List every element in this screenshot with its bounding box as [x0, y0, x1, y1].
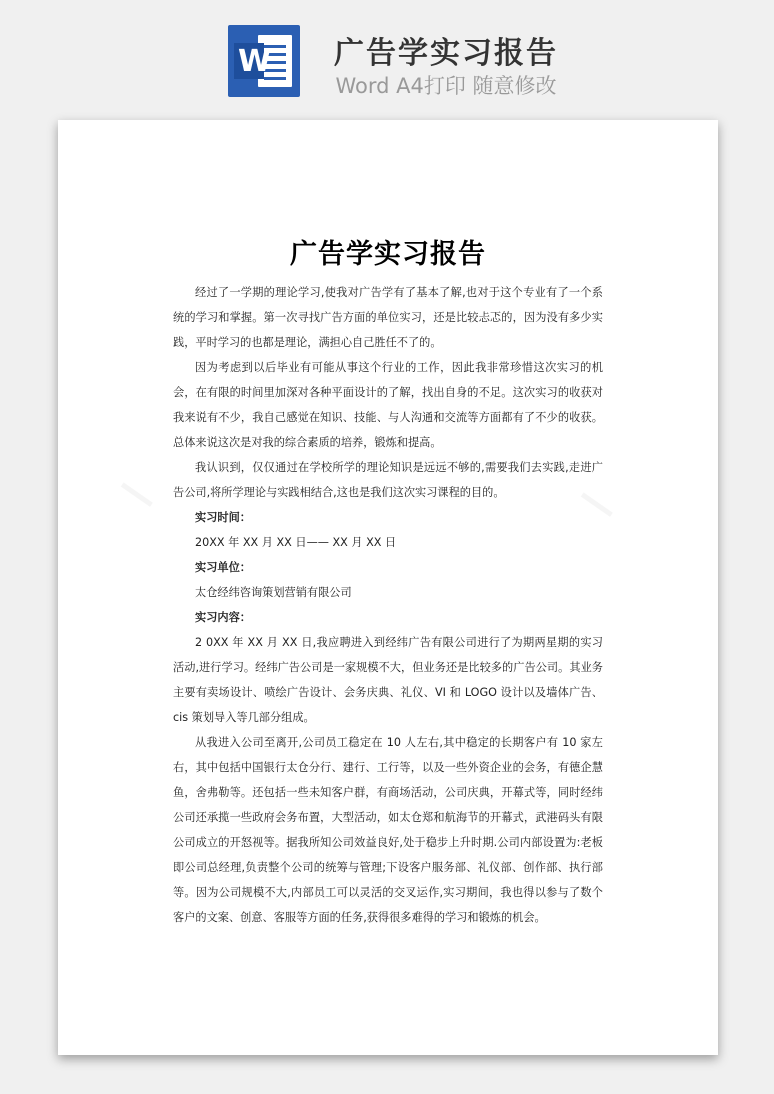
- document-body: [173, 280, 603, 930]
- body-paragraph: 从我进入公司至离开,公司员工稳定在 10 人左右,其中稳定的长期客户有 10 家左右，其中包括中国银行太仓分行、建行、工行等，以及一些外资企业的会务，有德企慧鱼，舍弗勒等。还包括一些未知客户群，有商场活动，公司庆典，开幕式等，同时经纬公司还承揽一些政府会务布置，大型活动，如太仓郑和航海节的开幕式，武港码头有限公司成立的开怒视等。据我所知公司效益良好,处于稳步上升时期.公司内部设置为:老板即公司总经理,负责整个公司的统筹与管理;下设客户服务部、礼仪部、创作部、执行部等。因为公司规模不大,内部员工可以灵活的交叉运作,实习期间，我也得以参与了数个客户的文案、创意、客服等方面的任务,获得很多难得的学习和锻炼的机会。: [173, 736, 603, 924]
- banner-subtitle: Word A4打印 随意修改: [335, 74, 557, 98]
- body-paragraph: 2 0XX 年 XX 月 XX 日,我应聘进入到经纬广告有限公司进行了为期两星期的实习活动,进行学习。经纬广告公司是一家规模不大，但业务还是比较多的广告公司。其业务主要有卖场设计、喷绘广告设计、会务庆典、礼仪、VI 和 LOGO 设计以及墙体广告、cis 策划导入等几部分组成。: [173, 636, 603, 724]
- section-label: 实习单位：: [195, 561, 251, 574]
- section-label: 实习时间：: [195, 511, 251, 524]
- body-paragraph: 经过了一学期的理论学习,使我对广告学有了基本了解,也对于这个专业有了一个系统的学习和掌握。第一次寻找广告方面的单位实习，还是比较忐忑的，因为没有多少实践，平时学习的也都是理论，满担心自己胜任不了的。: [173, 286, 603, 349]
- word-document-icon: [228, 25, 300, 97]
- watermark-shape: [108, 463, 167, 524]
- document-title: 广告学实习报告: [290, 239, 486, 270]
- body-paragraph: 因为考虑到以后毕业有可能从事这个行业的工作，因此我非常珍惜这次实习的机会，在有限的时间里加深对各种平面设计的了解，找出自身的不足。这次实习的收获对我来说有不少，我自己感觉在知识、技能、与人沟通和交流等方面都有了不少的收获。总体来说这次是对我的综合素质的培养，锻炼和提高。: [173, 361, 603, 449]
- document-page: [58, 120, 718, 1055]
- section-label: 实习内容：: [195, 611, 251, 624]
- body-paragraph: 20XX 年 XX 月 XX 日—— XX 月 XX 日: [195, 536, 397, 549]
- top-banner: [0, 0, 774, 112]
- banner-title: 广告学实习报告: [334, 36, 558, 71]
- word-icon-letter: W: [238, 44, 272, 79]
- body-paragraph: 太仓经纬咨询策划营销有限公司: [195, 586, 352, 599]
- body-paragraph: 我认识到，仅仅通过在学校所学的理论知识是远远不够的,需要我们去实践,走进广告公司,将所学理论与实践相结合,这也是我们这次实习课程的目的。: [173, 461, 603, 499]
